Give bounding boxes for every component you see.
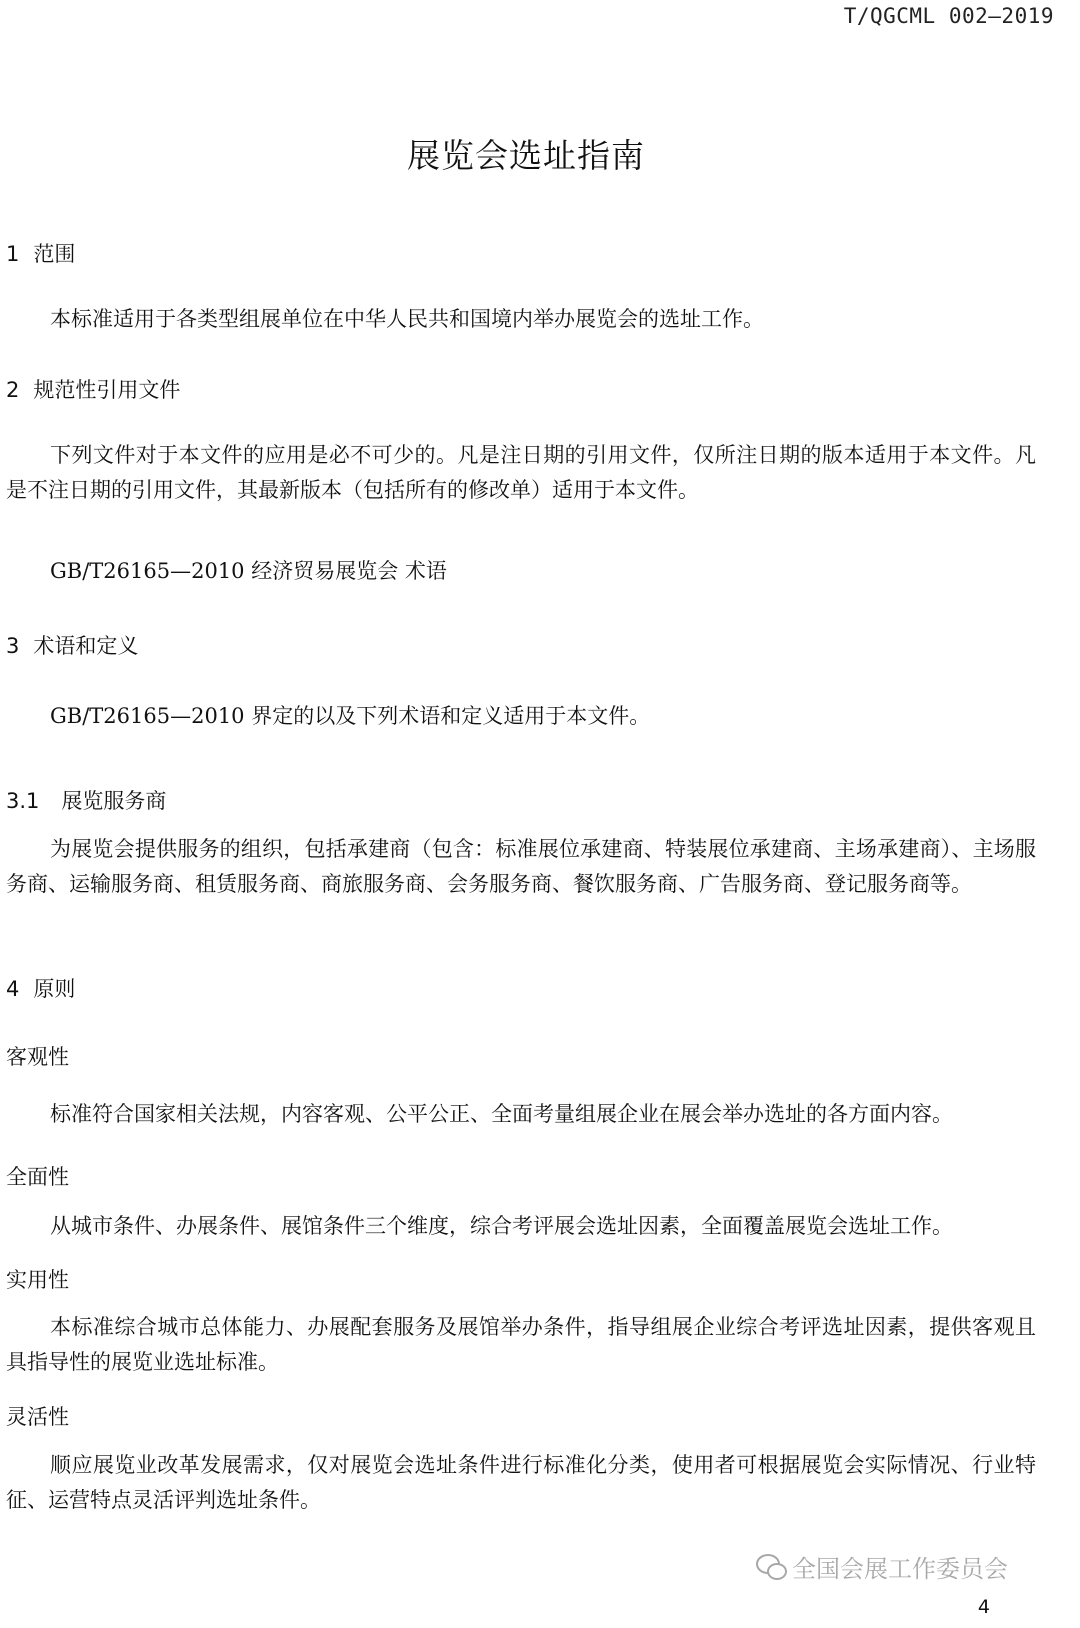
wechat-icon xyxy=(756,1554,786,1580)
section-title: 原则 xyxy=(33,977,76,1001)
principle-title-practical: 实用性 xyxy=(6,1268,69,1292)
principle-title-flexible: 灵活性 xyxy=(6,1405,69,1429)
section-number: 1 xyxy=(6,242,20,266)
section-number: 3.1 xyxy=(6,789,40,813)
watermark xyxy=(756,1549,1008,1584)
section-heading-exhibition-service-provider xyxy=(6,785,166,815)
paragraph-exhibition-service-provider: 为展览会提供服务的组织，包括承建商（包含：标准展位承建商、特装展位承建商、主场承建商）、主场服务商、运输服务商、租赁服务商、商旅服务商、会务服务商、餐饮服务商、广告服务商、登记服务商等。 xyxy=(6,837,1036,896)
section-title: 范围 xyxy=(33,242,76,266)
paragraph-flexible: 顺应展览业改革发展需求，仅对展览会选址条件进行标准化分类，使用者可根据展览会实际情况、行业特征、运营特点灵活评判选址条件。 xyxy=(6,1453,1036,1512)
paragraph-scope: 本标准适用于各类型组展单位在中华人民共和国境内举办展览会的选址工作。 xyxy=(50,307,764,331)
paragraph-terms: GB/T26165—2010 界定的以及下列术语和定义适用于本文件。 xyxy=(50,704,651,728)
principle-title-comprehensive: 全面性 xyxy=(6,1165,69,1189)
page-number: 4 xyxy=(977,1596,990,1618)
section-heading-references xyxy=(6,374,180,404)
section-title: 术语和定义 xyxy=(33,634,139,658)
section-number: 2 xyxy=(6,378,20,402)
section-number: 3 xyxy=(6,634,20,658)
reference-item: GB/T26165—2010 经济贸易展览会 术语 xyxy=(50,559,447,583)
paragraph-objective: 标准符合国家相关法规，内容客观、公平公正、全面考量组展企业在展会举办选址的各方面内容。 xyxy=(50,1102,953,1126)
section-heading-scope xyxy=(6,238,75,268)
principle-title-objective: 客观性 xyxy=(6,1045,69,1069)
watermark-text: 全国会展工作委员会 xyxy=(792,1555,1008,1583)
section-heading-principles xyxy=(6,973,75,1003)
section-heading-terms xyxy=(6,630,138,660)
section-number: 4 xyxy=(6,977,20,1001)
page-title: 展览会选址指南 xyxy=(407,136,645,175)
document-code: T/QGCML 002—2019 xyxy=(843,4,1054,28)
paragraph-practical: 本标准综合城市总体能力、办展配套服务及展馆举办条件，指导组展企业综合考评选址因素，提供客观且具指导性的展览业选址标准。 xyxy=(6,1315,1036,1374)
section-title: 展览服务商 xyxy=(61,789,167,813)
section-title: 规范性引用文件 xyxy=(33,378,181,402)
paragraph-references: 下列文件对于本文件的应用是必不可少的。凡是注日期的引用文件，仅所注日期的版本适用于本文件。凡是不注日期的引用文件，其最新版本（包括所有的修改单）适用于本文件。 xyxy=(6,443,1036,502)
paragraph-comprehensive: 从城市条件、办展条件、展馆条件三个维度，综合考评展会选址因素，全面覆盖展览会选址工作。 xyxy=(50,1214,953,1238)
